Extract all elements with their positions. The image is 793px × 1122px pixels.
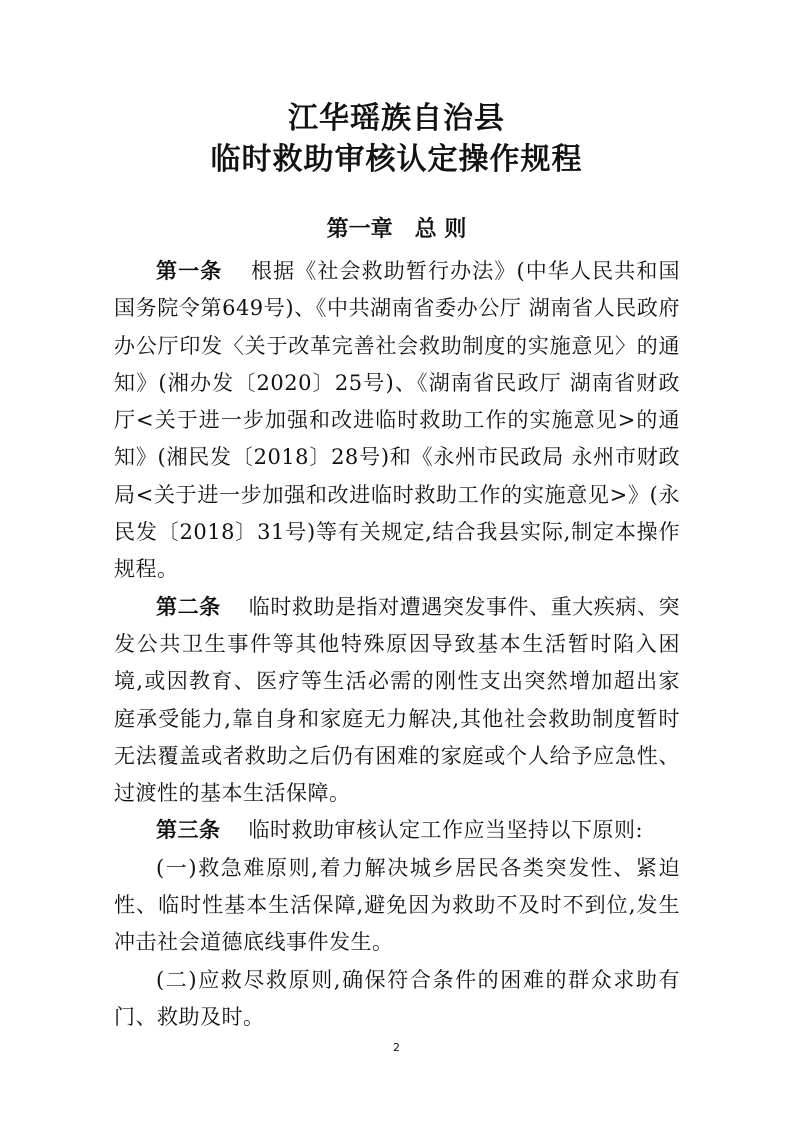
article-2-text: 临时救助是指对遭遇突发事件、重大疾病、突发公共卫生事件等其他特殊原因导致基本生活暂时陷入困境,或因教育、医疗等生活必需的刚性支出突然增加超出家庭承受能力,靠自身和家庭无力解决,其他社会救助制度暂时无法覆盖或者救助之后仍有困难的家庭或个人给予应急性、过渡性的基本生活保障。 [114,594,681,806]
chapter-heading: 第一章 总 则 [326,217,467,242]
article-1 [114,253,680,589]
article-2 [114,589,680,813]
article-2-label: 第二条 [156,594,221,619]
article-1-label: 第一条 [156,259,223,283]
article-1-text: 根据《社会救助暂行办法》(中华人民共和国国务院令第649号)、《中共湖南省委办公厅 湖南省人民政府办公厅印发〈关于改革完善社会救助制度的实施意见〉的通知》(湘办发〔2020〕25号)、《湖南省民政厅 湖南省财政厅<关于进一步加强和改进临时救助工作的实施意见>的通知》(湘民发〔2018〕28号)和《永州市民政局 永州市财政局<关于进一步加强和改进临时救助工作的实施意见>》(永民发〔2018〕31号)等有关规定,结合我县实际,制定本操作规程。 [114,259,680,582]
document-title-line-2: 临时救助审核认定操作规程 [210,142,583,177]
document-body [114,253,680,1036]
principle-2: (二)应救尽救原则,确保符合条件的困难的群众求助有门、救助及时。 [114,967,680,1029]
page-number: 2 [393,1041,400,1054]
document-title-line-1: 江华瑶族自治县 [288,101,505,136]
article-3-label: 第三条 [156,818,221,843]
article-3 [114,812,680,849]
principle-1: (一)救急难原则,着力解决城乡居民各类突发性、紧迫性、临时性基本生活保障,避免因为救助不及时不到位,发生冲击社会道德底线事件发生。 [114,855,680,955]
article-3-text: 临时救助审核认定工作应当坚持以下原则: [248,818,644,843]
